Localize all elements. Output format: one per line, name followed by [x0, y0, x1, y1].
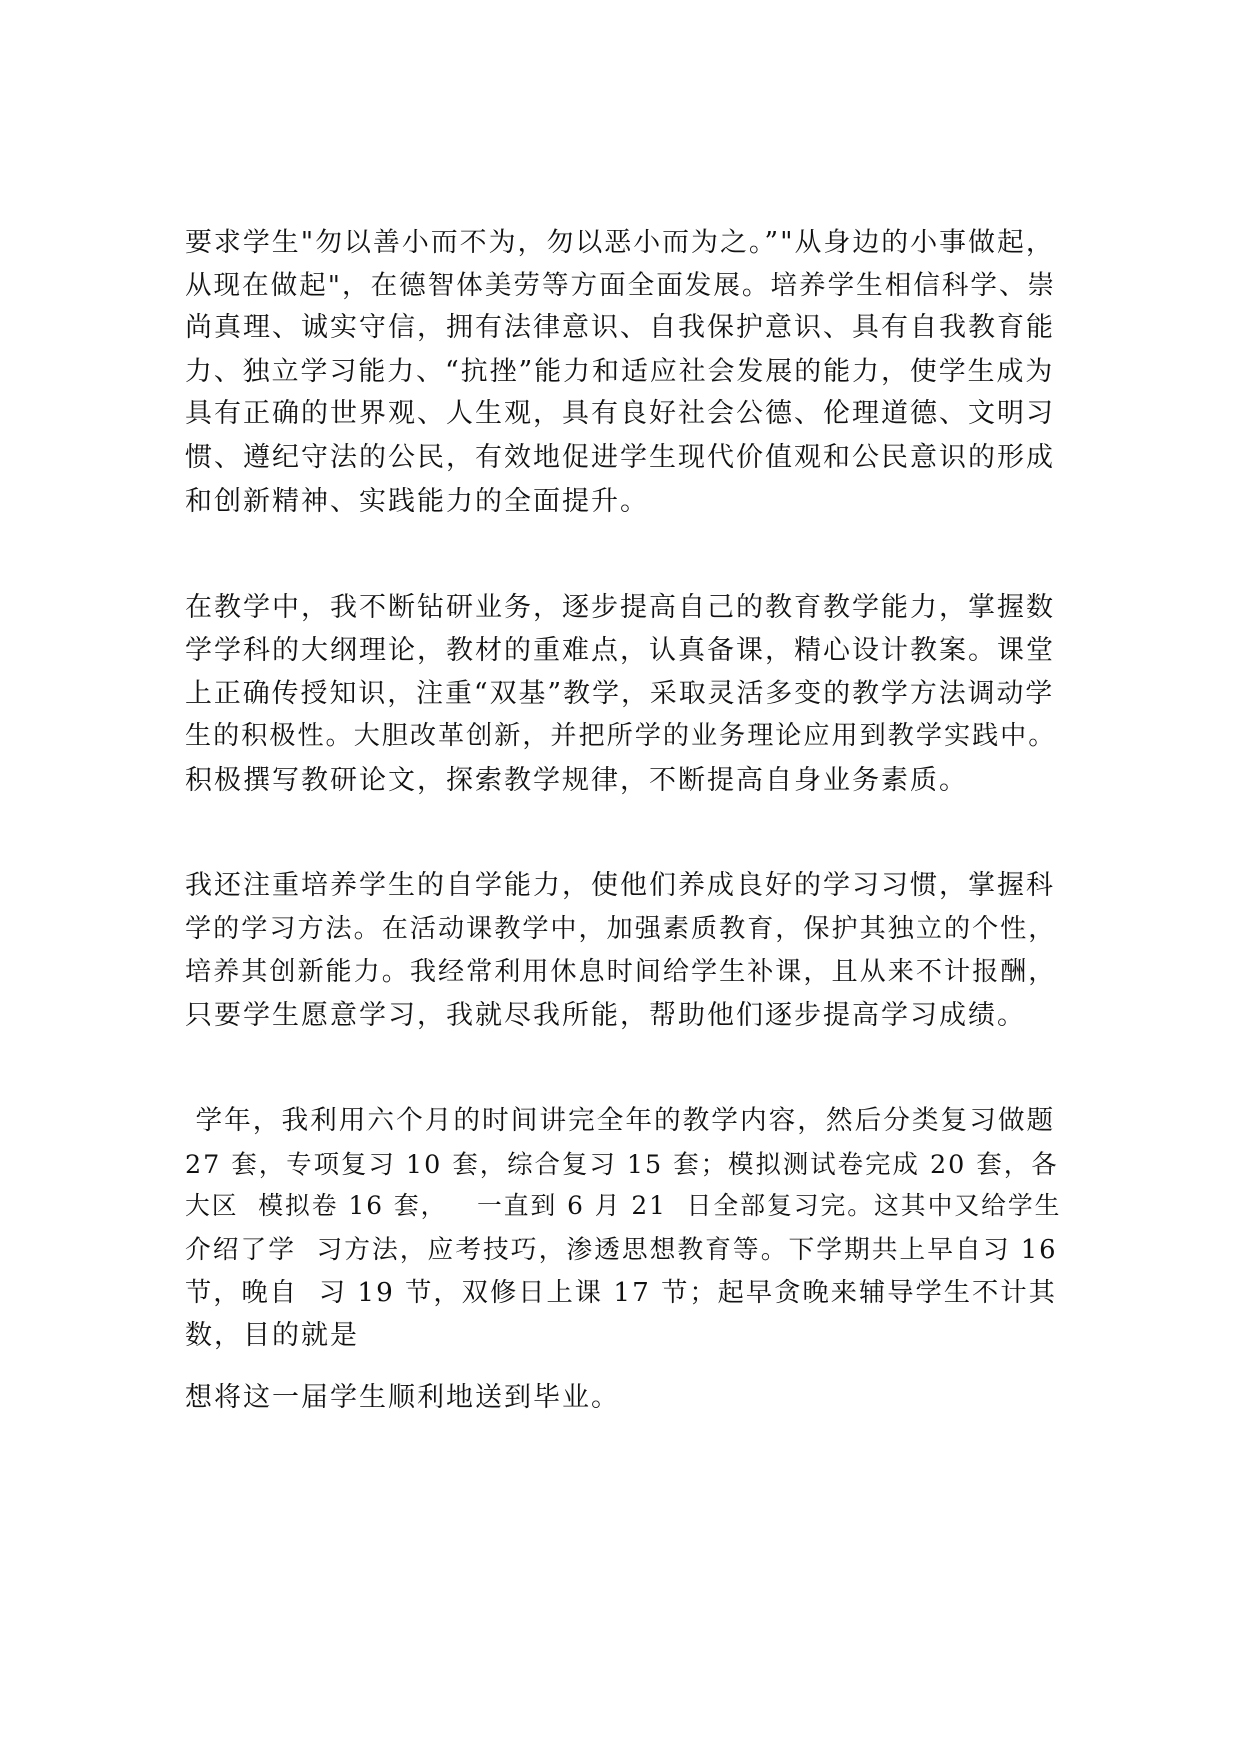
text-line: 27 套，专项复习 10 套，综合复习 15 套；模拟测试卷完成 20 套，各	[185, 1149, 1059, 1179]
text-line: 我还注重培养学生的自学能力，使他们养成良好的学习习惯，掌握科	[185, 870, 1055, 901]
text-line: 培养其创新能力。我经常利用休息时间给学生补课，且从来不计报酬，	[185, 957, 1057, 987]
text-line: 大区 模拟卷 16 套， 一直到 6 月 21 日全部复习完。这其中又给学生	[185, 1191, 1062, 1220]
text-line: 介绍了学 习方法，应考技巧，渗透思想教育等。下学期共上早自习 16	[185, 1235, 1058, 1265]
text-line: 从现在做起"，在德智体美劳等方面全面发展。培养学生相信科学、崇	[185, 270, 1057, 301]
text-line: 在教学中，我不断钻研业务，逐步提高自己的教育教学能力，掌握数	[185, 592, 1055, 623]
text-line: 和创新精神、实践能力的全面提升。	[185, 486, 649, 517]
text-line: 积极撰写教研论文，探索教学规律，不断提高自身业务素质。	[185, 765, 968, 796]
text-line: 尚真理、诚实守信，拥有法律意识、自我保护意识、具有自我教育能	[185, 312, 1055, 343]
text-line: 生的积极性。大胆改革创新，并把所学的业务理论应用到教学实践中。	[185, 721, 1057, 751]
text-line: 节，晚自 习 19 节，双修日上课 17 节；起早贪晚来辅导学生不计其	[185, 1278, 1057, 1308]
text-line: 惯、遵纪守法的公民，有效地促进学生现代价值观和公民意识的形成	[185, 442, 1055, 473]
text-line: 上正确传授知识，注重“双基”教学，采取灵活多变的教学方法调动学	[185, 678, 1055, 709]
text-line: 要求学生"勿以善小而不为，勿以恶小而为之。”"从身边的小事做起，	[185, 227, 1055, 258]
text-line: 具有正确的世界观、人生观，具有良好社会公德、伦理道德、文明习	[185, 398, 1055, 429]
text-line: 力、独立学习能力、“抗挫”能力和适应社会发展的能力，使学生成为	[185, 356, 1055, 387]
text-line: 想将这一届学生顺利地送到毕业。	[185, 1382, 620, 1413]
text-line: 学年，我利用六个月的时间讲完全年的教学内容，然后分类复习做题	[185, 1105, 1056, 1136]
text-line: 只要学生愿意学习，我就尽我所能，帮助他们逐步提高学习成绩。	[185, 1000, 1026, 1031]
text-line: 数，目的就是	[185, 1320, 359, 1351]
text-line: 学学科的大纲理论，教材的重难点，认真备课，精心设计教案。课堂	[185, 635, 1055, 666]
text-line: 学的学习方法。在活动课教学中，加强素质教育，保护其独立的个性，	[185, 914, 1057, 944]
